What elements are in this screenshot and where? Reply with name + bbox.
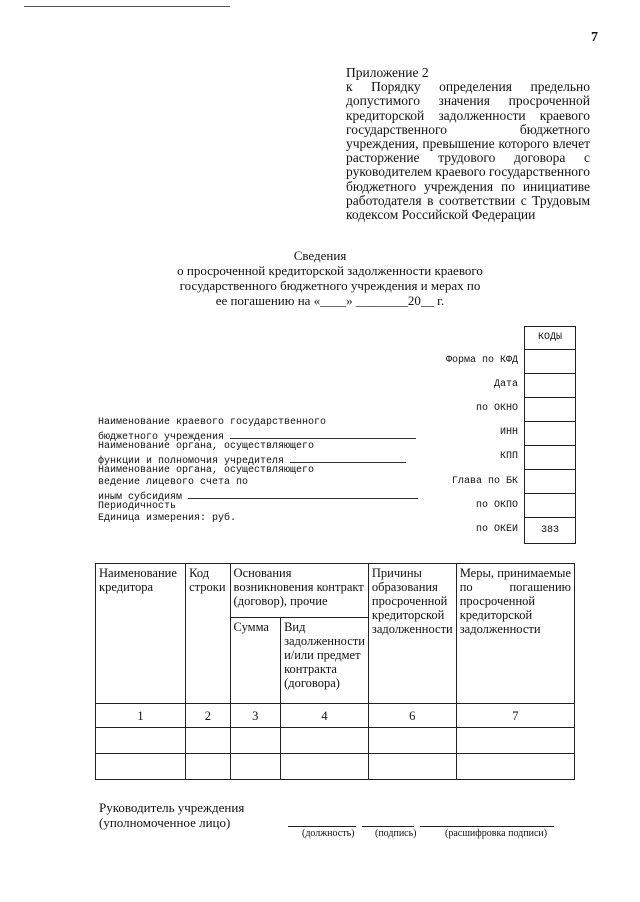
institution-line [230,429,416,439]
signature-title-2: (уполномоченное лицо) [99,815,231,830]
page-number: 7 [591,30,598,45]
header-basis: Основания возникновения контракт (договор), прочие [230,564,368,618]
codes-header: КОДЫ [537,332,562,343]
label-date: Дата [493,379,518,390]
field-founder-label-2: функции и полномочия учредителя [98,456,285,467]
debt-table [95,563,575,780]
caption-position: (должность) [302,828,355,839]
decode-line[interactable] [420,826,554,827]
table-cell[interactable] [230,728,281,754]
report-subtitle-1: о просроченной кредиторской задолженности краевого [177,263,483,278]
field-institution-label-2: бюджетного учреждения [98,432,225,443]
col-num-6: 6 [368,704,456,728]
field-founder-label-1: Наименование органа, осуществляющего [98,441,315,452]
caption-signature: (подпись) [375,828,417,839]
col-num-4: 4 [281,704,369,728]
label-form-kfd: Форма по КФД [445,355,518,366]
table-cell[interactable] [96,728,186,754]
table-cell[interactable] [281,754,369,780]
field-account-label-1: Наименование органа, осуществляющего [98,465,315,476]
position-line[interactable] [288,826,356,827]
appendix-title: Приложение 2 [346,65,429,80]
caption-decode: (расшифровка подписи) [445,828,548,839]
label-okno: по ОКНО [475,403,518,414]
top-rule [24,6,230,7]
appendix-text: к Порядку определения предельно допустимого значения просроченной кредиторской задолженности краевого государственного бюджетного учреждения, превышение которого влечет расторжение трудового договора с руководителем краевого государственного бюджетного учреждения по инициативе работодателя в соответствии с Трудовым кодексом Российской Федерации [346,79,590,223]
header-reasons: Причины образования просроченной кредиторской задолженности [368,564,456,704]
field-institution-label-1: Наименование краевого государственного [98,417,327,428]
table-row [96,728,575,754]
label-kpp: КПП [499,451,518,462]
report-title: Сведения [293,248,347,263]
table-cell[interactable] [230,754,281,780]
report-date-line: ее погашению на «____» ________20__ г. [215,293,445,308]
okei-code: 383 [540,525,559,536]
field-unit: Единица измерения: руб. [98,513,237,524]
table-row [96,754,575,780]
header-measures: Меры, принимаемые по погашению просроченной кредиторской задолженности [456,564,574,704]
codes-box [524,326,576,544]
report-subtitle-2: государственного бюджетного учреждения и мерах по [179,278,481,293]
header-row-code: Код строки [186,564,230,704]
label-okpo: по ОКПО [475,500,518,511]
subsidies-line [188,489,418,499]
col-num-7: 7 [456,704,574,728]
col-num-3: 3 [230,704,281,728]
field-account-label-2: ведение лицевого счета по [98,477,249,488]
col-num-1: 1 [96,704,186,728]
label-inn: ИНН [499,427,518,438]
table-cell[interactable] [281,728,369,754]
founder-line [290,453,406,463]
appendix-note [346,66,590,222]
signature-line[interactable] [362,826,414,827]
header-creditor: Наименование кредитора [96,564,186,704]
header-sum: Сумма [230,618,281,704]
table-cell[interactable] [456,728,574,754]
table-cell[interactable] [456,754,574,780]
table-cell[interactable] [368,728,456,754]
col-num-2: 2 [186,704,230,728]
field-account-label-3: иным субсидиям [98,492,183,503]
field-periodicity: Периодичность [98,501,177,512]
header-debt-type: Вид задолженности и/или предмет контракта (договора) [281,618,369,704]
table-cell[interactable] [96,754,186,780]
label-chapter-bk: Глава по БК [451,476,518,487]
table-cell[interactable] [368,754,456,780]
table-cell[interactable] [186,754,230,780]
table-cell[interactable] [186,728,230,754]
signature-title-1: Руководитель учреждения [99,800,245,815]
label-okei: по ОКЕИ [475,524,518,535]
